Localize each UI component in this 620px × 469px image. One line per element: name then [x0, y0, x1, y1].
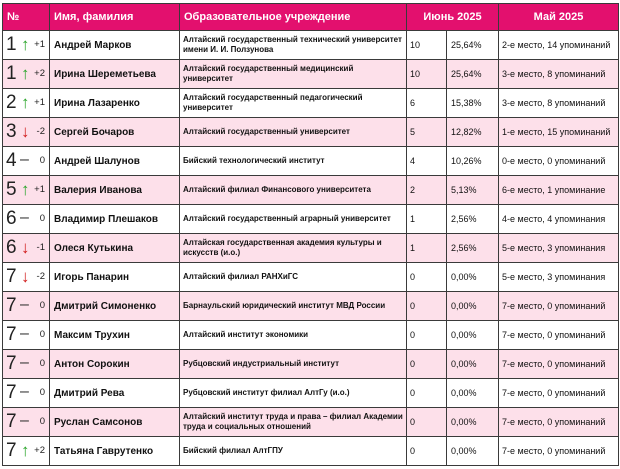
table-row	[3, 379, 619, 408]
position-cell	[3, 379, 50, 408]
may-result: 4-е место, 4 упоминания	[499, 205, 619, 234]
may-result: 7-е место, 0 упоминаний	[499, 321, 619, 350]
position-change: +1	[34, 184, 45, 195]
position-cell	[3, 408, 50, 437]
person-name: Максим Трухин	[50, 321, 180, 350]
table-row	[3, 176, 619, 205]
header-june: Июнь 2025	[407, 4, 499, 31]
mentions-count: 10	[407, 31, 447, 60]
position-number: 2	[6, 92, 17, 113]
mentions-count: 1	[407, 234, 447, 263]
position-change: +2	[34, 445, 45, 456]
position-change: 0	[39, 155, 45, 166]
table-row	[3, 408, 619, 437]
mentions-count: 1	[407, 205, 447, 234]
position-change: 0	[39, 329, 45, 340]
dash-icon: –	[20, 412, 29, 429]
institution-name: Бийский технологический институт	[180, 147, 407, 176]
mentions-share: 0,00%	[447, 292, 499, 321]
table-row	[3, 89, 619, 118]
header-name: Имя, фамилия	[50, 4, 180, 31]
position-number: 7	[6, 295, 17, 316]
position-number: 7	[6, 411, 17, 432]
person-name: Ирина Лазаренко	[50, 89, 180, 118]
position-number: 7	[6, 382, 17, 403]
header-may: Май 2025	[499, 4, 619, 31]
dash-icon: –	[20, 325, 29, 342]
may-result: 7-е место, 0 упоминаний	[499, 350, 619, 379]
table-row	[3, 118, 619, 147]
arrow-down-icon: ↓	[21, 267, 30, 286]
table-row	[3, 147, 619, 176]
may-result: 6-е место, 1 упоминание	[499, 176, 619, 205]
dash-icon: –	[20, 296, 29, 313]
institution-name: Алтайская государственная академия культуры и искусств (и.о.)	[180, 234, 407, 263]
may-result: 1-е место, 15 упоминаний	[499, 118, 619, 147]
position-number: 3	[6, 121, 17, 142]
mentions-share: 25,64%	[447, 60, 499, 89]
table-row	[3, 292, 619, 321]
may-result: 2-е место, 14 упоминаний	[499, 31, 619, 60]
dash-icon: –	[20, 151, 29, 168]
position-cell	[3, 89, 50, 118]
position-change: 0	[39, 300, 45, 311]
mentions-count: 10	[407, 60, 447, 89]
may-result: 7-е место, 0 упоминаний	[499, 292, 619, 321]
mentions-count: 0	[407, 321, 447, 350]
arrow-down-icon: ↓	[21, 122, 30, 141]
institution-name: Бийский филиал АлтГПУ	[180, 437, 407, 466]
person-name: Ирина Шереметьева	[50, 60, 180, 89]
position-cell	[3, 350, 50, 379]
position-number: 1	[6, 34, 17, 55]
mentions-share: 5,13%	[447, 176, 499, 205]
position-number: 7	[6, 324, 17, 345]
institution-name: Алтайский государственный аграрный университет	[180, 205, 407, 234]
table-row	[3, 350, 619, 379]
position-number: 7	[6, 266, 17, 287]
person-name: Руслан Самсонов	[50, 408, 180, 437]
header-row	[3, 4, 619, 31]
mentions-count: 4	[407, 147, 447, 176]
mentions-count: 0	[407, 437, 447, 466]
person-name: Андрей Шалунов	[50, 147, 180, 176]
institution-name: Рубцовский индустриальный институт	[180, 350, 407, 379]
mentions-count: 0	[407, 292, 447, 321]
person-name: Антон Сорокин	[50, 350, 180, 379]
header-institution: Образовательное учреждение	[180, 4, 407, 31]
position-change: -2	[36, 271, 45, 282]
mentions-share: 15,38%	[447, 89, 499, 118]
mentions-share: 0,00%	[447, 408, 499, 437]
mentions-share: 2,56%	[447, 234, 499, 263]
position-cell	[3, 437, 50, 466]
may-result: 3-е место, 8 упоминаний	[499, 89, 619, 118]
position-change: 0	[39, 213, 45, 224]
mentions-count: 0	[407, 263, 447, 292]
person-name: Игорь Панарин	[50, 263, 180, 292]
mentions-count: 6	[407, 89, 447, 118]
may-result: 7-е место, 0 упоминаний	[499, 379, 619, 408]
mentions-share: 0,00%	[447, 379, 499, 408]
mentions-share: 0,00%	[447, 263, 499, 292]
mentions-share: 25,64%	[447, 31, 499, 60]
arrow-up-icon: ↑	[21, 93, 30, 112]
institution-name: Алтайский государственный медицинский университет	[180, 60, 407, 89]
arrow-down-icon: ↓	[21, 238, 30, 257]
position-cell	[3, 147, 50, 176]
position-number: 5	[6, 179, 17, 200]
position-number: 7	[6, 353, 17, 374]
mentions-share: 2,56%	[447, 205, 499, 234]
mentions-count: 0	[407, 408, 447, 437]
position-cell	[3, 292, 50, 321]
ranking-table	[2, 3, 619, 466]
may-result: 5-е место, 3 упоминания	[499, 263, 619, 292]
table-row	[3, 31, 619, 60]
header-number: №	[3, 4, 50, 31]
position-number: 7	[6, 440, 17, 461]
arrow-up-icon: ↑	[21, 64, 30, 83]
institution-name: Алтайский государственный технический университет имени И. И. Ползунова	[180, 31, 407, 60]
mentions-share: 12,82%	[447, 118, 499, 147]
mentions-share: 0,00%	[447, 321, 499, 350]
may-result: 7-е место, 0 упоминаний	[499, 437, 619, 466]
person-name: Валерия Иванова	[50, 176, 180, 205]
position-cell	[3, 31, 50, 60]
person-name: Дмитрий Симоненко	[50, 292, 180, 321]
may-result: 3-е место, 8 упоминаний	[499, 60, 619, 89]
position-change: +2	[34, 68, 45, 79]
position-number: 6	[6, 208, 17, 229]
institution-name: Алтайский филиал РАНХиГС	[180, 263, 407, 292]
position-number: 1	[6, 63, 17, 84]
dash-icon: –	[20, 209, 29, 226]
position-cell	[3, 321, 50, 350]
may-result: 5-е место, 3 упоминания	[499, 234, 619, 263]
position-number: 4	[6, 150, 17, 171]
mentions-count: 0	[407, 350, 447, 379]
position-change: 0	[39, 358, 45, 369]
person-name: Дмитрий Рева	[50, 379, 180, 408]
person-name: Андрей Марков	[50, 31, 180, 60]
person-name: Сергей Бочаров	[50, 118, 180, 147]
position-change: +1	[34, 97, 45, 108]
institution-name: Алтайский институт экономики	[180, 321, 407, 350]
position-change: +1	[34, 39, 45, 50]
institution-name: Алтайский государственный университет	[180, 118, 407, 147]
position-cell	[3, 176, 50, 205]
mentions-share: 0,00%	[447, 437, 499, 466]
table-row	[3, 321, 619, 350]
dash-icon: –	[20, 383, 29, 400]
mentions-count: 5	[407, 118, 447, 147]
institution-name: Барнаульский юридический институт МВД России	[180, 292, 407, 321]
person-name: Владимир Плешаков	[50, 205, 180, 234]
position-cell	[3, 60, 50, 89]
mentions-count: 0	[407, 379, 447, 408]
institution-name: Алтайский государственный педагогический университет	[180, 89, 407, 118]
person-name: Татьяна Гаврутенко	[50, 437, 180, 466]
may-result: 0-е место, 0 упоминаний	[499, 147, 619, 176]
position-change: -2	[36, 126, 45, 137]
person-name: Олеся Кутькина	[50, 234, 180, 263]
table-row	[3, 263, 619, 292]
arrow-up-icon: ↑	[21, 180, 30, 199]
position-number: 6	[6, 237, 17, 258]
table-row	[3, 60, 619, 89]
position-change: 0	[39, 416, 45, 427]
institution-name: Рубцовский институт филиал АлтГу (и.о.)	[180, 379, 407, 408]
mentions-share: 10,26%	[447, 147, 499, 176]
institution-name: Алтайский филиал Финансового университета	[180, 176, 407, 205]
dash-icon: –	[20, 354, 29, 371]
table-row	[3, 437, 619, 466]
mentions-share: 0,00%	[447, 350, 499, 379]
position-cell	[3, 263, 50, 292]
institution-name: Алтайский институт труда и права – филиал Академии труда и социальных отношений	[180, 408, 407, 437]
position-change: 0	[39, 387, 45, 398]
mentions-count: 2	[407, 176, 447, 205]
position-cell	[3, 234, 50, 263]
may-result: 7-е место, 0 упоминаний	[499, 408, 619, 437]
arrow-up-icon: ↑	[21, 441, 30, 460]
table-row	[3, 234, 619, 263]
arrow-up-icon: ↑	[21, 35, 30, 54]
position-cell	[3, 118, 50, 147]
table-row	[3, 205, 619, 234]
position-cell	[3, 205, 50, 234]
position-change: -1	[36, 242, 45, 253]
